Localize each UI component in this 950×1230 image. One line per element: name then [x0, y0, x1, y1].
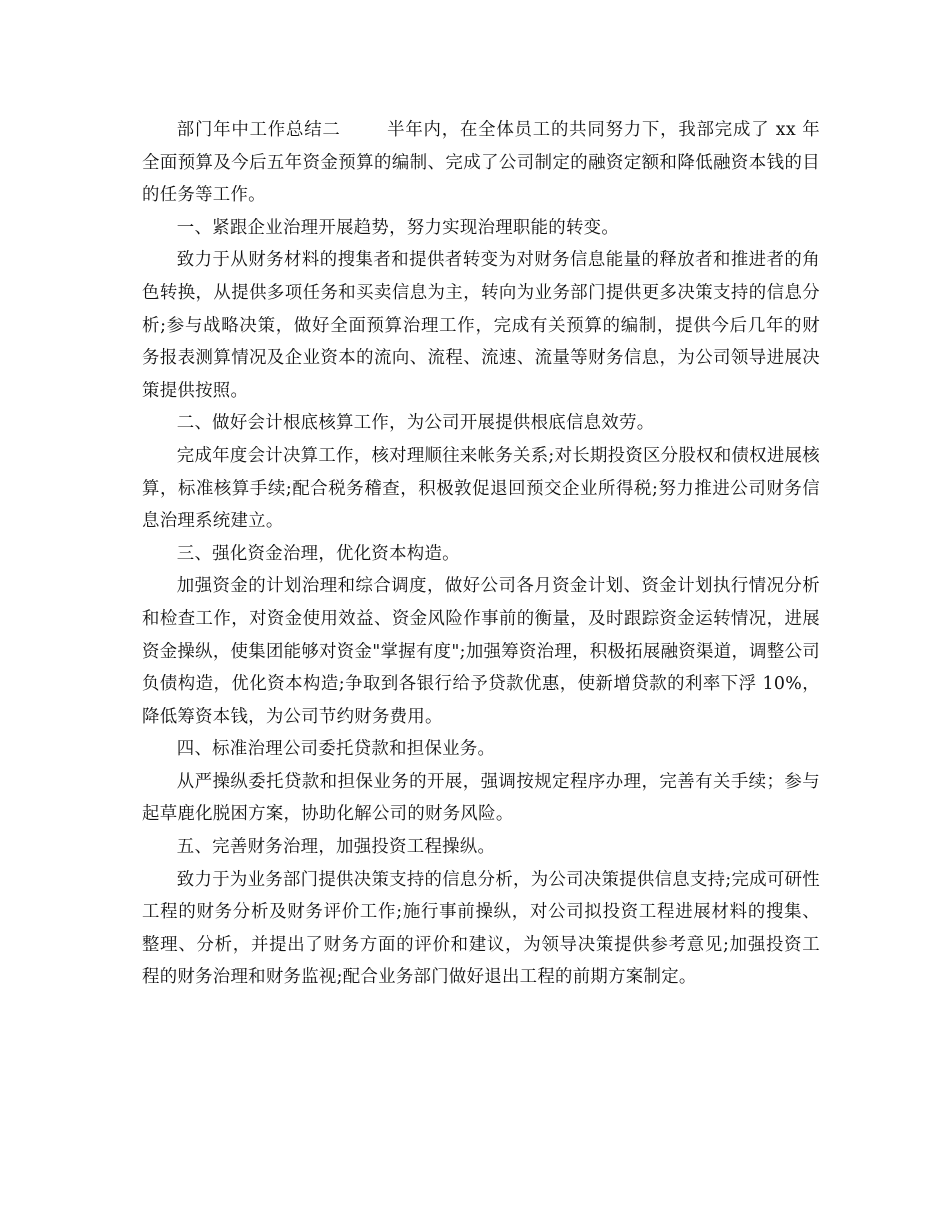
section-5-heading: 五、完善财务治理，加强投资工程操纵。	[176, 837, 496, 858]
section-1-heading: 一、紧跟企业治理开展趋势，努力实现治理职能的转变。	[176, 217, 620, 238]
section-1-body: 致力于从财务材料的搜集者和提供者转变为对财务信息能量的释放者和推进者的角色转换，从提供多项任务和买卖信息为主，转向为业务部门提供更多决策支持的信息分析;参与战略决策，做好全面预算治理工作，完成有关预算的编制，提供今后几年的财务报表测算情况及企业资本的流向、流程、流速、流量等财务信息，为公司领导进展决策提供按照。	[142, 250, 820, 401]
section-2-body: 完成年度会计决算工作，核对理顺往来帐务关系;对长期投资区分股权和债权进展核算，标准核算手续;配合税务稽查，积极敦促退回预交企业所得税;努力推进公司财务信息治理系统建立。	[142, 445, 820, 532]
section-2-heading: 二、做好会计根底核算工作，为公司开展提供根底信息效劳。	[176, 413, 655, 434]
section-4-heading: 四、标准治理公司委托贷款和担保业务。	[176, 739, 496, 760]
document-title: 部门年中工作总结二	[176, 120, 341, 140]
section-4-body: 从严操纵委托贷款和担保业务的开展，强调按规定程序办理，完善有关手续；参与起草鹿化脱困方案，协助化解公司的财务风险。	[142, 771, 820, 825]
intro-text: 半年内，在全体员工的共同努力下，我部完成了 xx 年全面预算及今后五年资金预算的编制、完成了公司制定的融资定额和降低融资本钱的目的任务等工作。	[142, 120, 820, 206]
section-3-body: 加强资金的计划治理和综合调度，做好公司各月资金计划、资金计划执行情况分析和检查工作，对资金使用效益、资金风险作事前的衡量，及时跟踪资金运转情况，进展资金操纵，使集团能够对资金"掌握有度";加强筹资治理，积极拓展融资渠道，调整公司负债构造，优化资本构造;争取到各银行给予贷款优惠，使新增贷款的利率下浮 10%，降低筹资本钱，为公司节约财务费用。	[142, 576, 820, 727]
section-5-body: 致力于为业务部门提供决策支持的信息分析，为公司决策提供信息支持;完成可研性工程的财务分析及财务评价工作;施行事前操纵，对公司拟投资工程进展材料的搜集、整理、分析，并提出了财务方面的评价和建议，为领导决策提供参考意见;加强投资工程的财务治理和财务监视;配合业务部门做好退出工程的前期方案制定。	[142, 869, 820, 988]
section-3-heading: 三、强化资金治理，优化资本构造。	[176, 543, 460, 564]
intro-paragraph	[142, 114, 820, 212]
